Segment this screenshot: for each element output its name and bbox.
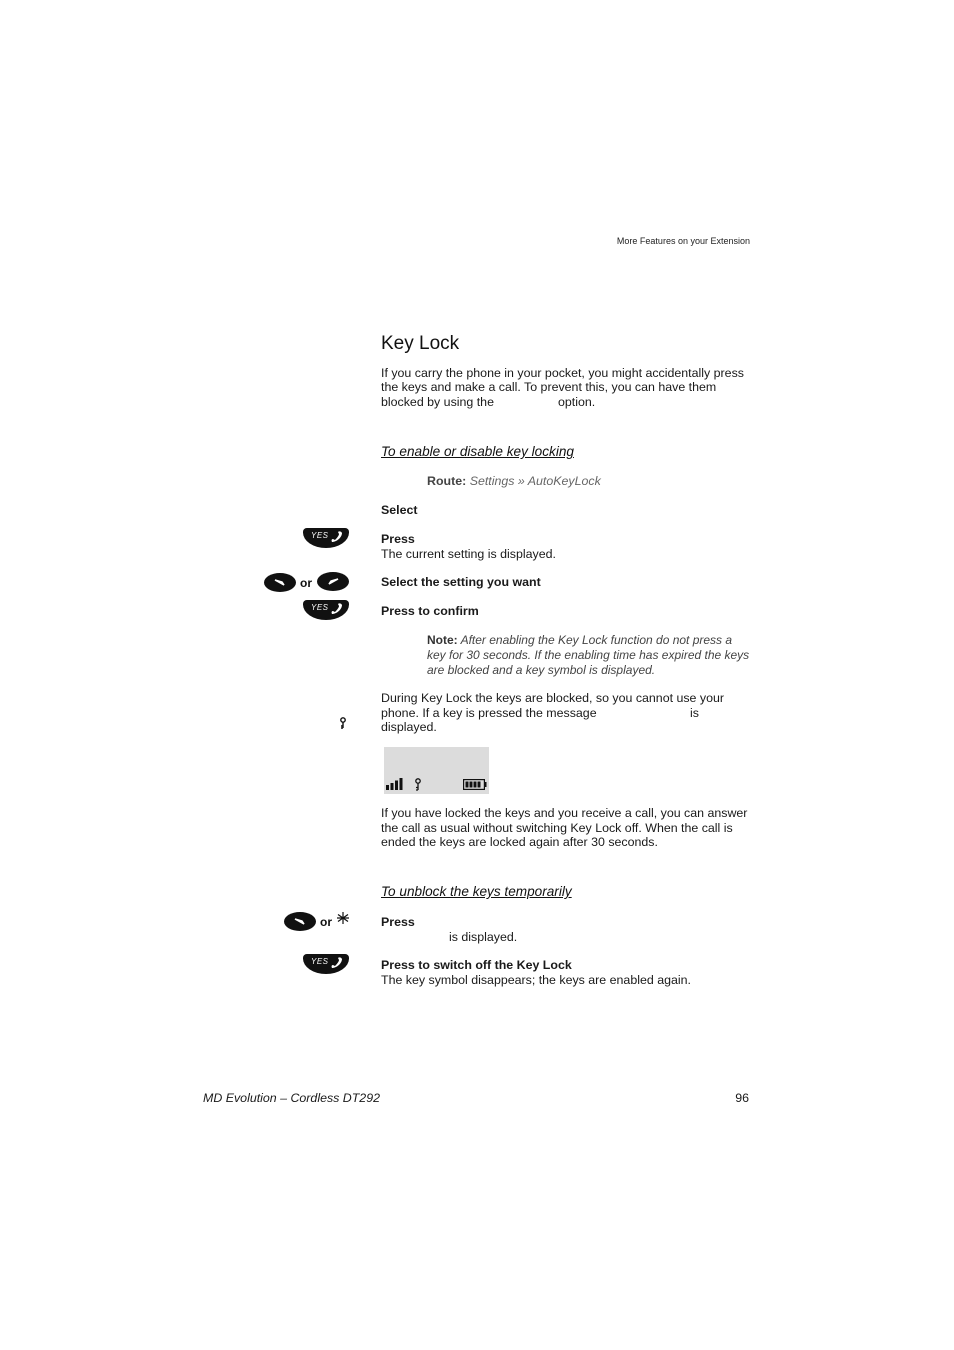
section-title-enable: To enable or disable key locking (381, 444, 574, 459)
yes-key-label: YES (311, 957, 329, 966)
note-line-2: key for 30 seconds. If the enabling time has expired the keys (427, 648, 750, 662)
yes-key-icon (303, 600, 349, 620)
step-press-unblock: Press (381, 915, 415, 929)
during-line-2b: is (690, 706, 699, 720)
handset-icon (330, 957, 344, 970)
note-label: Note: (427, 633, 458, 647)
signal-strength-icon (386, 777, 404, 791)
intro-line-1: If you carry the phone in your pocket, you might accidentally press (381, 366, 744, 380)
incoming-line-3: ended the keys are locked again after 30 seconds. (381, 835, 658, 849)
route-value: Settings » AutoKeyLock (469, 474, 601, 488)
yes-key-label: YES (311, 603, 329, 612)
step-select: Select (381, 503, 418, 517)
running-header: More Features on your Extension (616, 236, 750, 246)
footer-doc-title: MD Evolution – Cordless DT292 (203, 1091, 380, 1105)
step-press-unblock-desc: is displayed. (449, 930, 518, 944)
during-line-2a: phone. If a key is pressed the message (381, 706, 597, 720)
step-switch-off-desc: The key symbol disappears; the keys are enabled again. (381, 973, 691, 987)
intro-line-3b: option. (558, 395, 596, 409)
yes-key-icon (303, 954, 349, 974)
page-number: 96 (735, 1091, 749, 1105)
star-key-icon (336, 911, 350, 925)
intro-line-3a: blocked by using the (381, 395, 494, 409)
key-symbol-icon (339, 717, 347, 729)
step-press: Press (381, 532, 415, 546)
route-label: Route: (427, 474, 467, 488)
during-line-1: During Key Lock the keys are blocked, so you cannot use your (381, 691, 724, 705)
note-line-3: are blocked and a key symbol is displayed. (427, 663, 656, 677)
right-arrow-key-icon (317, 572, 349, 591)
note-line-1 (427, 633, 732, 648)
step-select-setting: Select the setting you want (381, 575, 541, 589)
note-text-1: After enabling the Key Lock function do not press a (460, 633, 733, 647)
phone-display (384, 747, 489, 794)
handset-icon (330, 531, 344, 544)
route-line (427, 474, 601, 488)
or-label-2: or (320, 915, 332, 929)
left-arrow-key-icon (264, 573, 296, 592)
step-confirm: Press to confirm (381, 604, 479, 618)
handset-icon (330, 603, 344, 616)
page-title: Key Lock (381, 333, 460, 354)
intro-line-2: the keys and make a call. To prevent this, you can have them (381, 380, 717, 394)
yes-key-label: YES (311, 531, 329, 540)
section-title-unblock: To unblock the keys temporarily (381, 884, 572, 899)
key-symbol-icon (414, 778, 422, 791)
yes-key-icon (303, 528, 349, 548)
incoming-line-2: the call as usual without switching Key Lock off. When the call is (381, 821, 733, 835)
step-press-desc: The current setting is displayed. (381, 547, 556, 561)
during-line-3: displayed. (381, 720, 437, 734)
battery-icon (463, 779, 487, 790)
incoming-line-1: If you have locked the keys and you receive a call, you can answer (381, 806, 748, 820)
left-arrow-key-icon (284, 912, 316, 931)
or-label-1: or (300, 576, 312, 590)
step-switch-off: Press to switch off the Key Lock (381, 958, 572, 972)
